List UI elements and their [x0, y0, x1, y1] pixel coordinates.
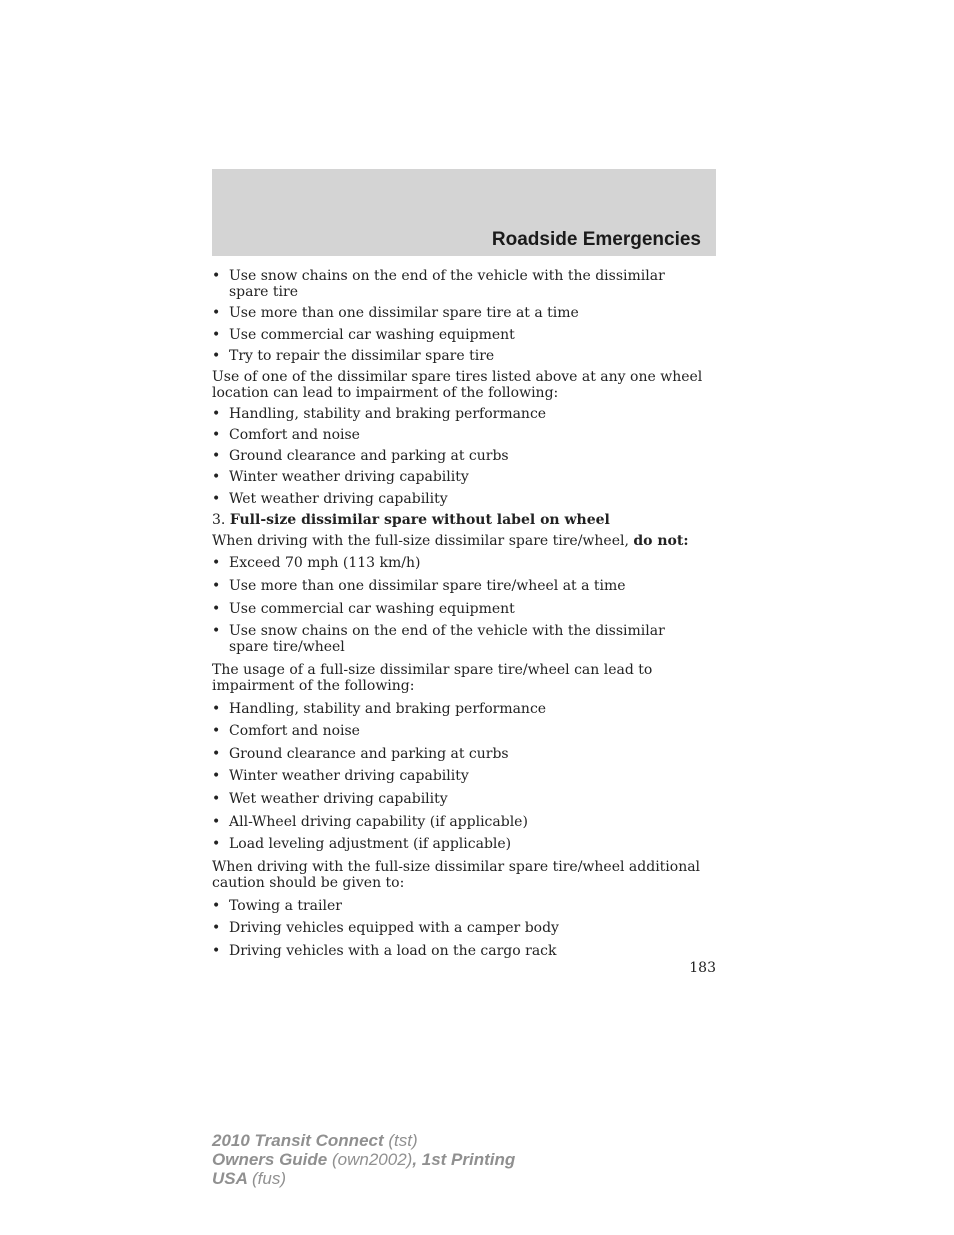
bullet-list-4	[212, 701, 704, 852]
list-item: • Winter weather driving capability	[212, 768, 469, 784]
list-item: • Use commercial car washing equipment	[212, 327, 515, 343]
list-item: • Towing a trailer	[212, 898, 342, 914]
section-title: Roadside Emergencies	[491, 229, 701, 250]
list-item: • Use snow chains on the end of the vehicle with the dissimilar spare tire	[212, 268, 665, 300]
paragraph: When driving with the full-size dissimilar spare tire/wheel, do not:	[212, 533, 689, 549]
list-item: • Ground clearance and parking at curbs	[212, 448, 509, 464]
section-heading	[212, 512, 704, 528]
list-item: • Comfort and noise	[212, 427, 360, 443]
footer-line-1: 2010 Transit Connect (tst)	[212, 1131, 418, 1150]
section-header-band	[212, 169, 716, 256]
list-item: • Try to repair the dissimilar spare tire	[212, 348, 495, 364]
list-item: • Comfort and noise	[212, 723, 360, 739]
paragraph: The usage of a full-size dissimilar spare tire/wheel can lead to impairment of the following:	[212, 662, 653, 694]
list-item: • Load leveling adjustment (if applicable)	[212, 836, 512, 852]
list-item: • Ground clearance and parking at curbs	[212, 746, 509, 762]
list-item: • Driving vehicles with a load on the cargo rack	[212, 943, 557, 959]
paragraph: When driving with the full-size dissimilar spare tire/wheel additional caution should be given to:	[212, 859, 701, 891]
page-content	[212, 268, 704, 959]
bullet-list-5	[212, 898, 704, 959]
list-item: • Winter weather driving capability	[212, 469, 469, 485]
list-item: • Wet weather driving capability	[212, 791, 448, 807]
list-item: • Use more than one dissimilar spare tire/wheel at a time	[212, 578, 626, 594]
list-item: • Driving vehicles equipped with a camper body	[212, 920, 559, 936]
footer-line-2: Owners Guide (own2002), 1st Printing	[212, 1150, 516, 1169]
list-item: • Use more than one dissimilar spare tire at a time	[212, 305, 579, 321]
section-heading-title: Full-size dissimilar spare without label on wheel	[229, 512, 610, 528]
bullet-list-1	[212, 268, 704, 364]
list-item: • Use commercial car washing equipment	[212, 601, 515, 617]
footer-print-info	[212, 1131, 515, 1188]
list-item: • Handling, stability and braking performance	[212, 406, 547, 422]
list-item: • Use snow chains on the end of the vehicle with the dissimilar spare tire/wheel	[212, 623, 665, 655]
footer-line-3: USA (fus)	[212, 1169, 286, 1188]
list-item: • Wet weather driving capability	[212, 491, 448, 507]
paragraph: Use of one of the dissimilar spare tires listed above at any one wheel location can lead to impairment of the following:	[212, 369, 703, 401]
bullet-list-2	[212, 406, 704, 507]
page-number: 183	[689, 960, 716, 976]
list-item: • Exceed 70 mph (113 km/h)	[212, 555, 421, 571]
section-number: 3.	[212, 512, 226, 528]
list-item: • All-Wheel driving capability (if applicable)	[212, 814, 528, 830]
bullet-list-3	[212, 555, 704, 655]
list-item: • Handling, stability and braking performance	[212, 701, 547, 717]
